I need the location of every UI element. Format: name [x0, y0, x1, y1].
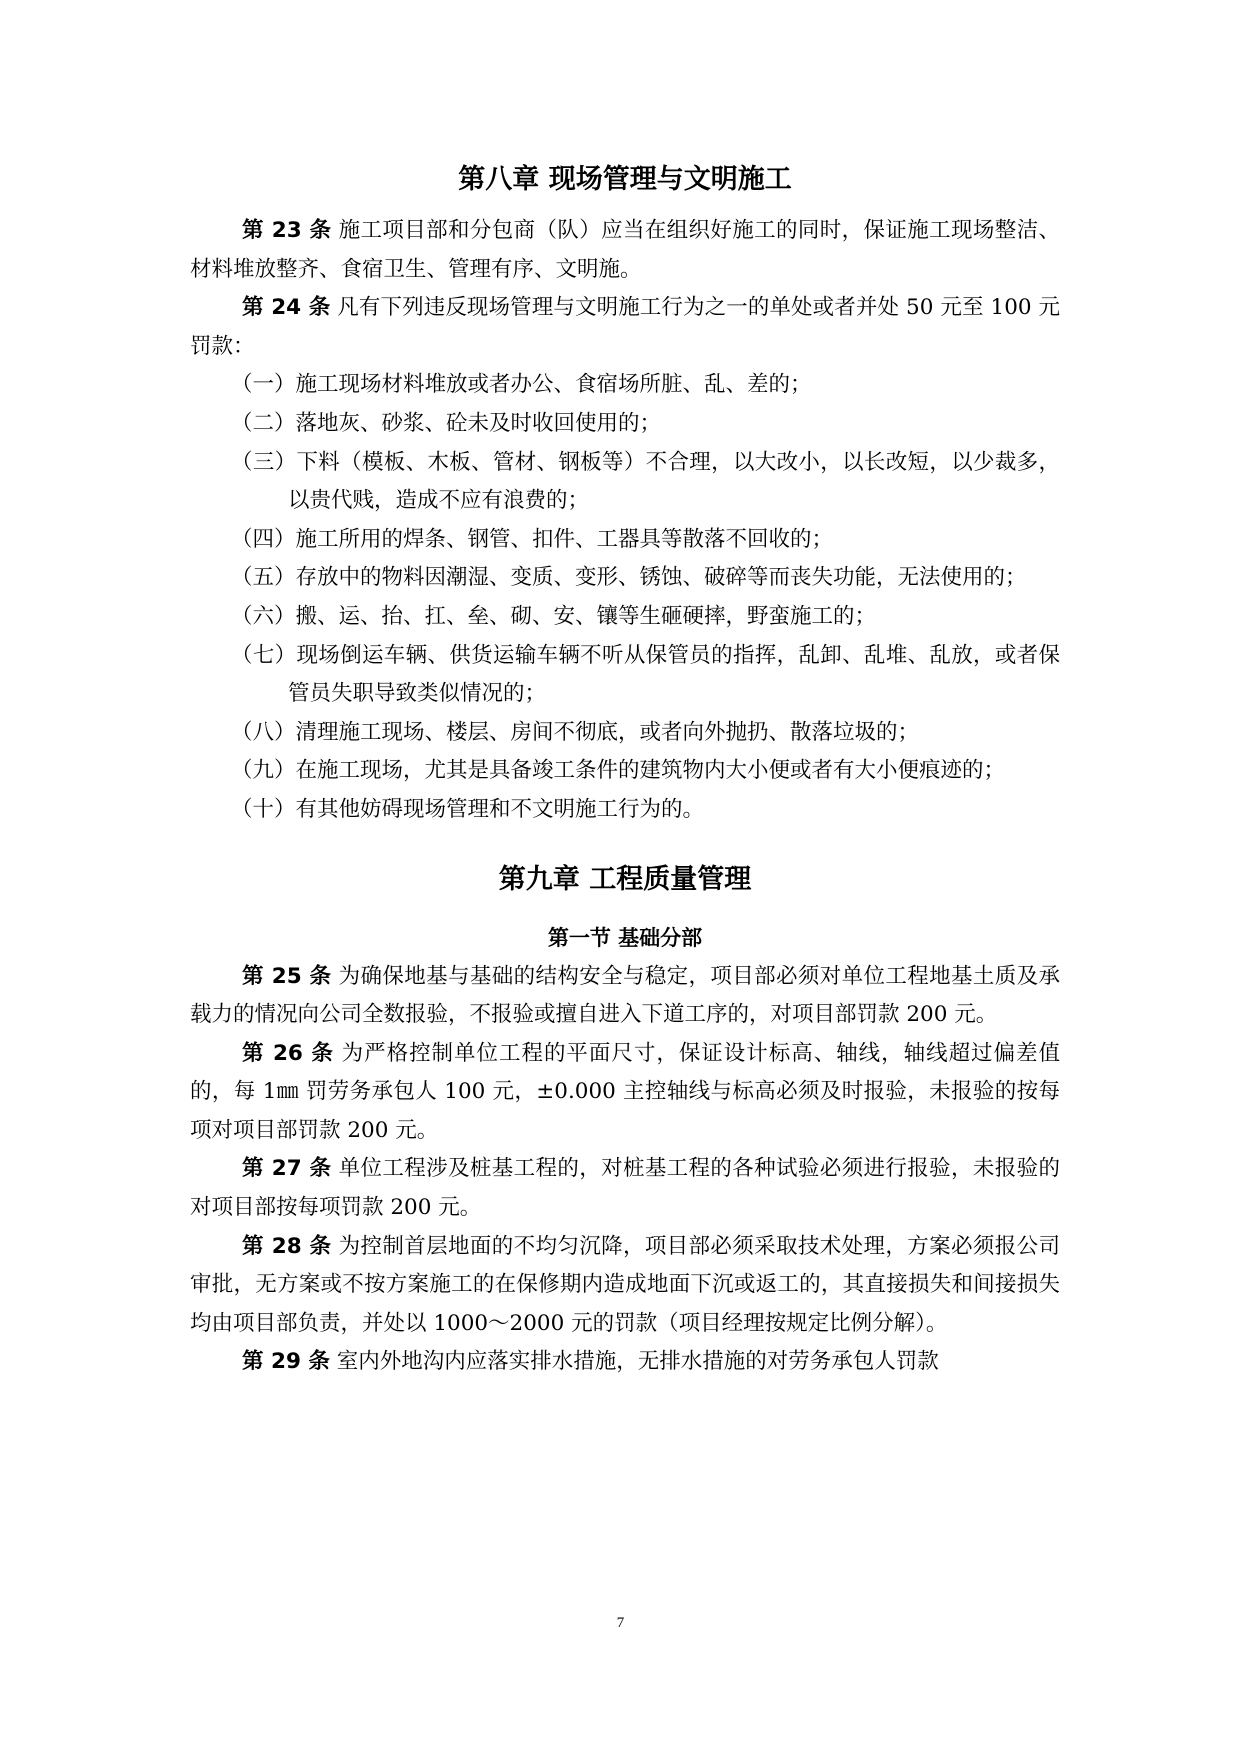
- article-number: 第 25 条: [242, 963, 332, 989]
- list-item: （七）现场倒运车辆、供货运输车辆不听从保管员的指挥，乱卸、乱堆、乱放，或者保管员失职导致类似情况的；: [231, 642, 1060, 707]
- list-item: （一）施工现场材料堆放或者办公、食宿场所脏、乱、差的；: [231, 372, 812, 398]
- article-26: [190, 1035, 1060, 1151]
- article-text: 室内外地沟内应落实排水措施，无排水措施的对劳务承包人罚款: [336, 1349, 939, 1375]
- list-item: （八）清理施工现场、楼层、房间不彻底，或者向外抛扔、散落垃圾的；: [231, 719, 920, 745]
- section-1-title: 第一节 基础分部: [547, 925, 703, 950]
- article-number: 第 29 条: [242, 1349, 330, 1375]
- chapter-9-title: 第九章 工程质量管理: [498, 863, 752, 895]
- article-25: [190, 958, 1060, 1035]
- article-number: 第 28 条: [242, 1233, 332, 1259]
- article-number: 第 27 条: [242, 1156, 332, 1182]
- list-item: （三）下料（模板、木板、管材、钢板等）不合理，以大改小，以长改短，以少裁多，以贵代贱，造成不应有浪费的；: [231, 449, 1060, 514]
- article-number: 第 24 条: [242, 295, 331, 321]
- list-item: （十）有其他妨碍现场管理和不文明施工行为的。: [231, 796, 705, 822]
- list-item: （五）存放中的物料因潮湿、变质、变形、锈蚀、破碎等而丧失功能，无法使用的；: [231, 565, 1027, 591]
- article-text: 为确保地基与基础的结构安全与稳定，项目部必须对单位工程地基土质及承载力的情况向公司全数报验，不报验或擅自进入下道工序的，对项目部罚款 200 元。: [190, 963, 1061, 1028]
- article-23: [190, 212, 1060, 289]
- list-item: （六）搬、运、抬、扛、垒、砌、安、镶等生砸硬摔，野蛮施工的；: [231, 603, 877, 629]
- article-text: 单位工程涉及桩基工程的，对桩基工程的各种试验必须进行报验，未报验的对项目部按每项罚款 200 元。: [190, 1156, 1061, 1221]
- article-text: 施工项目部和分包商（队）应当在组织好施工的同时，保证施工现场整洁、材料堆放整齐、食宿卫生、管理有序、文明施。: [190, 218, 1061, 282]
- article-number: 第 26 条: [242, 1040, 334, 1066]
- article-text: 凡有下列违反现场管理与文明施工行为之一的单处或者并处 50 元至 100 元罚款：: [190, 295, 1060, 359]
- page-number: 7: [616, 1615, 625, 1631]
- article-27: [190, 1150, 1060, 1227]
- list-item: （九）在施工现场，尤其是具备竣工条件的建筑物内大小便或者有大小便痕迹的；: [231, 758, 1006, 784]
- article-28: [190, 1228, 1060, 1344]
- article-number: 第 23 条: [242, 218, 332, 243]
- article-29: [190, 1343, 1060, 1382]
- list-item: （二）落地灰、砂浆、砼未及时收回使用的；: [231, 410, 662, 436]
- article-text: 为控制首层地面的不均匀沉降，项目部必须采取技术处理，方案必须报公司审批，无方案或不按方案施工的在保修期内造成地面下沉或返工的，其直接损失和间接损失均由项目部负责，并处以 1000～2000 元的罚款（项目经理按规定比例分解）。: [190, 1233, 1061, 1336]
- article-text: 为严格控制单位工程的平面尺寸，保证设计标高、轴线，轴线超过偏差值的，每 1㎜ 罚劳务承包人 100 元，±0.000 主控轴线与标高必须及时报验，未报验的按每项对项目部罚款 200 元。: [190, 1040, 1060, 1143]
- chapter-8-title: 第八章 现场管理与文明施工: [458, 164, 792, 195]
- page-content: [190, 160, 1060, 1382]
- list-item: （四）施工所用的焊条、钢管、扣件、工器具等散落不回收的；: [231, 526, 834, 552]
- article-24: [190, 289, 1060, 366]
